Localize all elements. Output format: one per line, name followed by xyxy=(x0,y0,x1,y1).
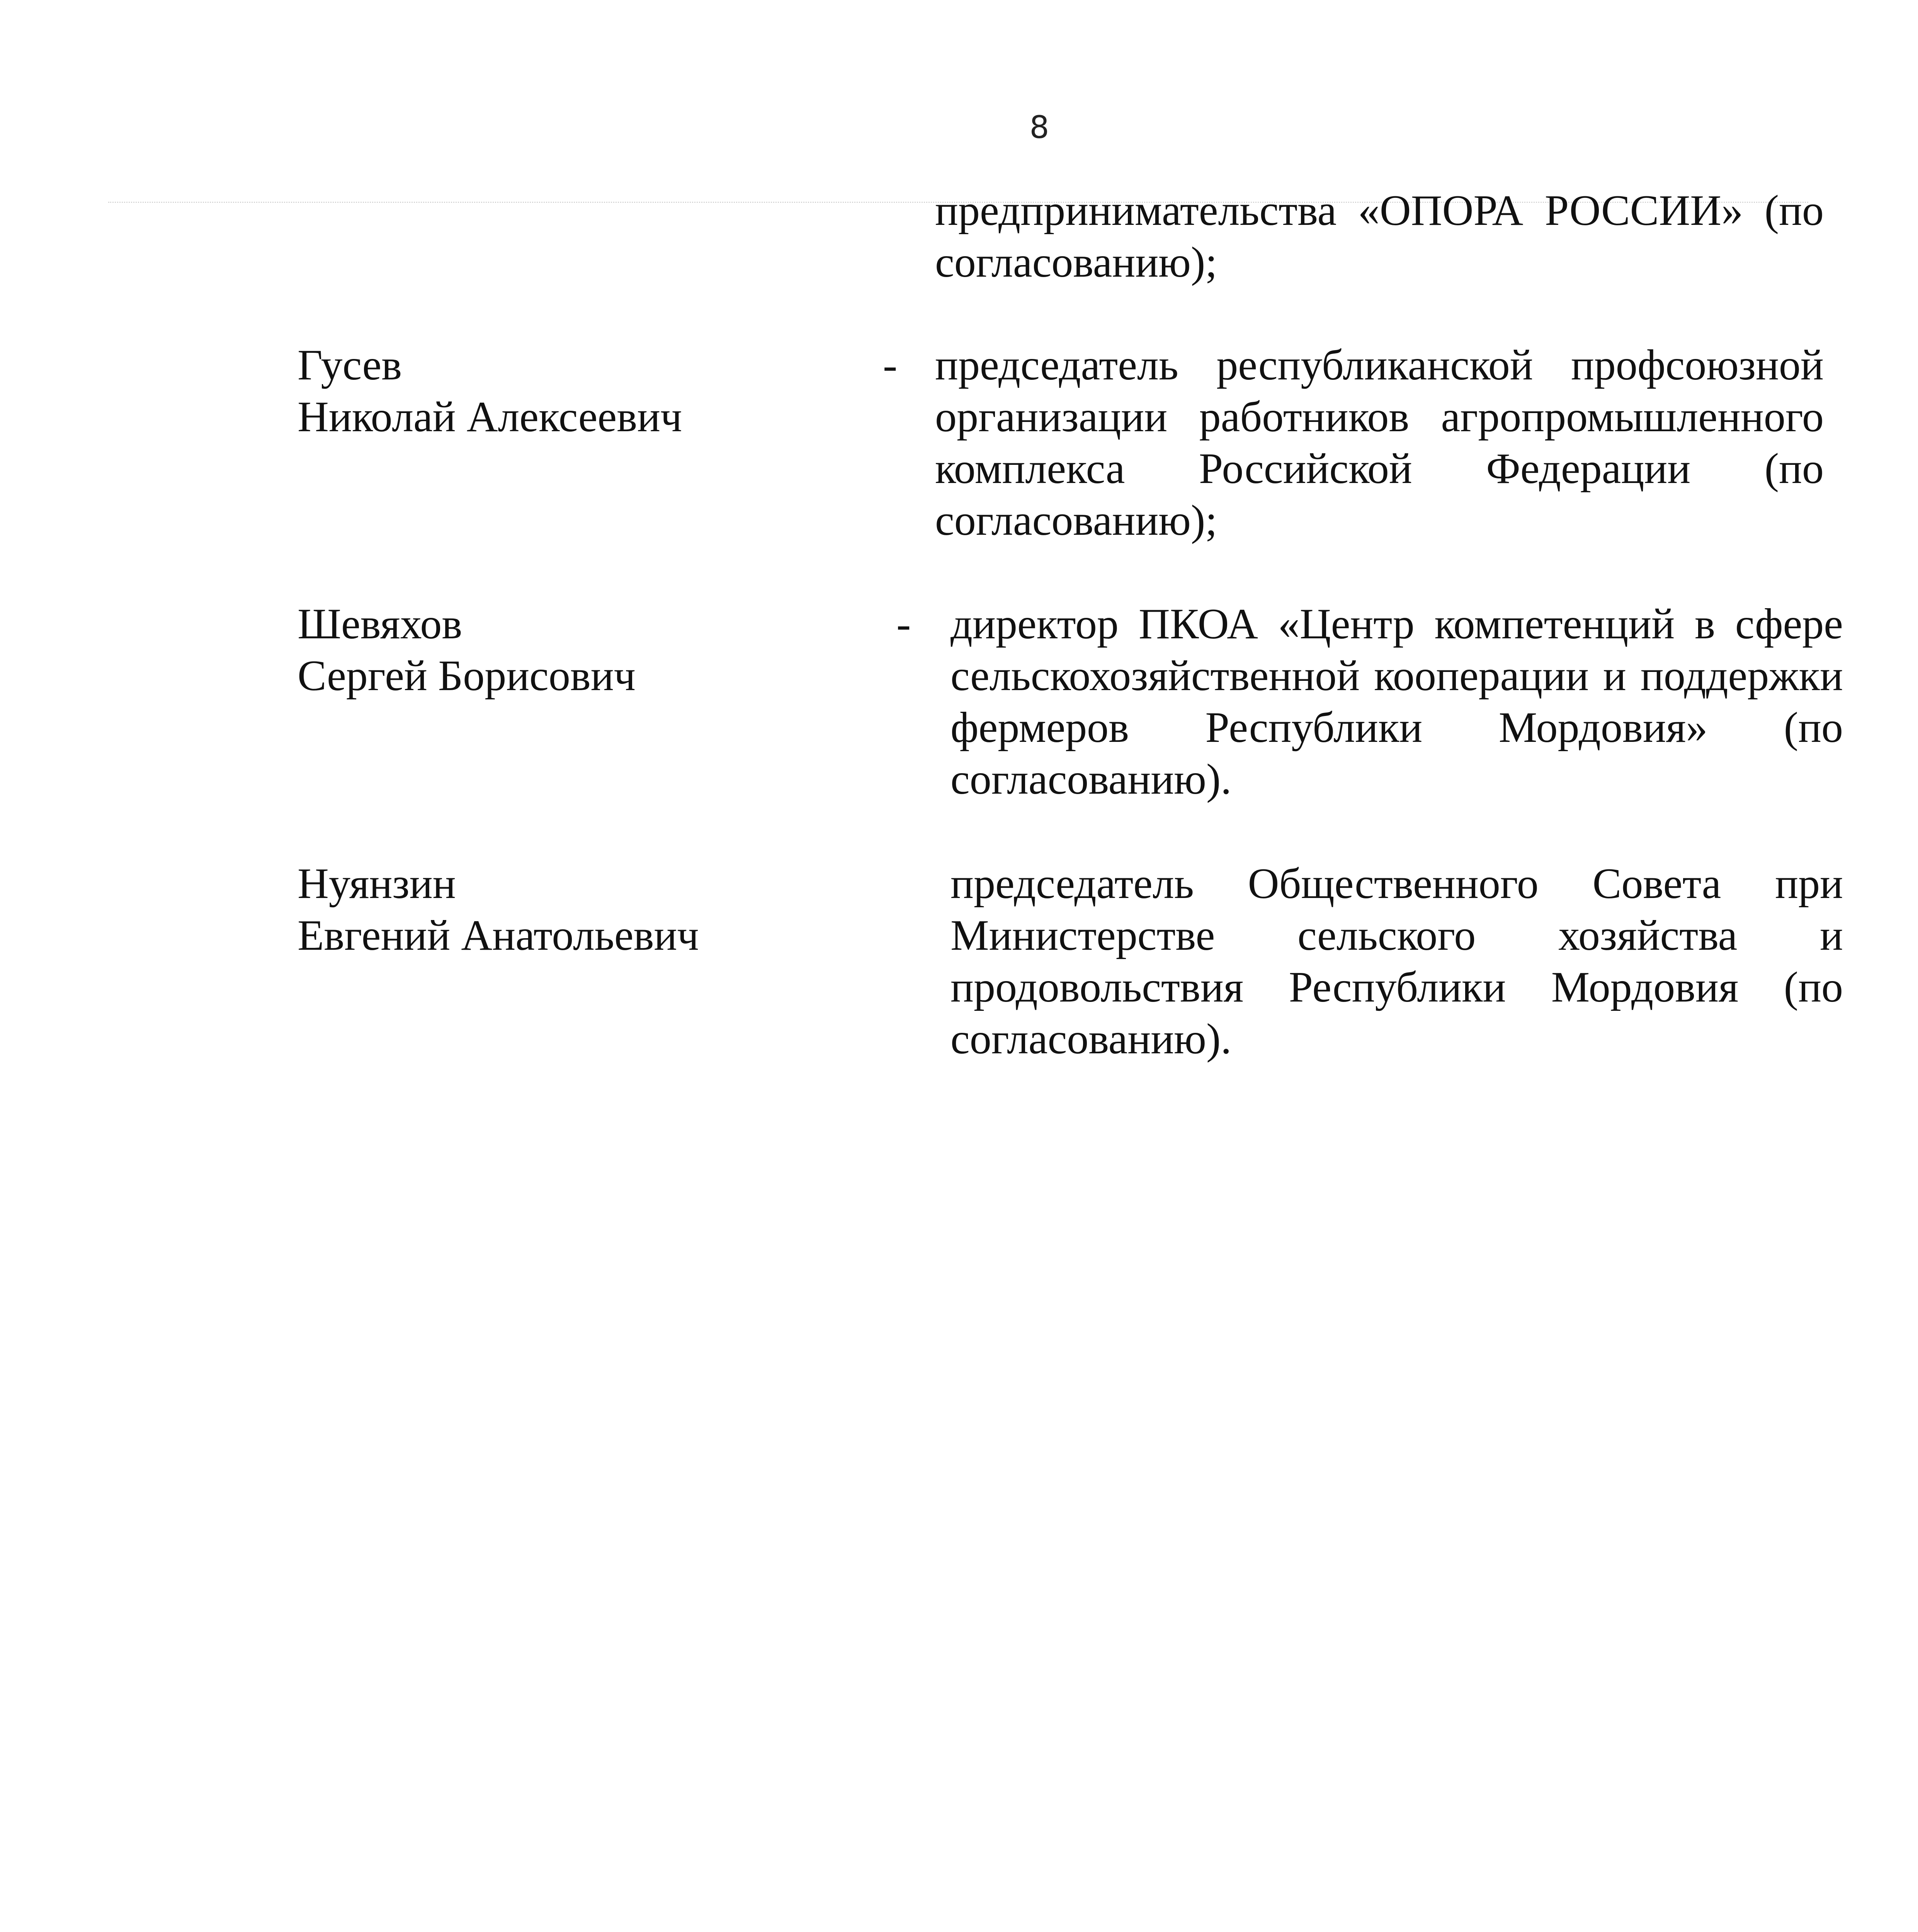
page-number: 8 xyxy=(1029,109,1049,145)
member-description: председатель Общественного Совета при Министерстве сельского хозяйства и продовольствия Республики Мордовия (по согласованию). xyxy=(950,860,1843,1063)
member-surname: Гусев xyxy=(298,341,402,389)
continuation-text: предпринимательства «ОПОРА РОССИИ» (по согласованию); xyxy=(935,187,1824,286)
member-description: председатель республиканской профсоюзной организации работников агропромышленного комплекса Российской Федерации (по согласованию); xyxy=(935,341,1824,544)
member-surname: Нуянзин xyxy=(298,860,456,908)
member-given-names: Сергей Борисович xyxy=(298,652,636,700)
member-given-names: Николай Алексеевич xyxy=(298,393,682,441)
member-description: директор ПКОА «Центр компетенций в сфере сельскохозяйственной кооперации и поддержки фермеров Республики Мордовия» (по согласованию). xyxy=(950,600,1843,803)
member-dash: - xyxy=(883,341,898,389)
member-dash: - xyxy=(896,600,911,648)
member-given-names: Евгений Анатольевич xyxy=(298,912,699,959)
member-surname: Шевяхов xyxy=(298,600,462,648)
